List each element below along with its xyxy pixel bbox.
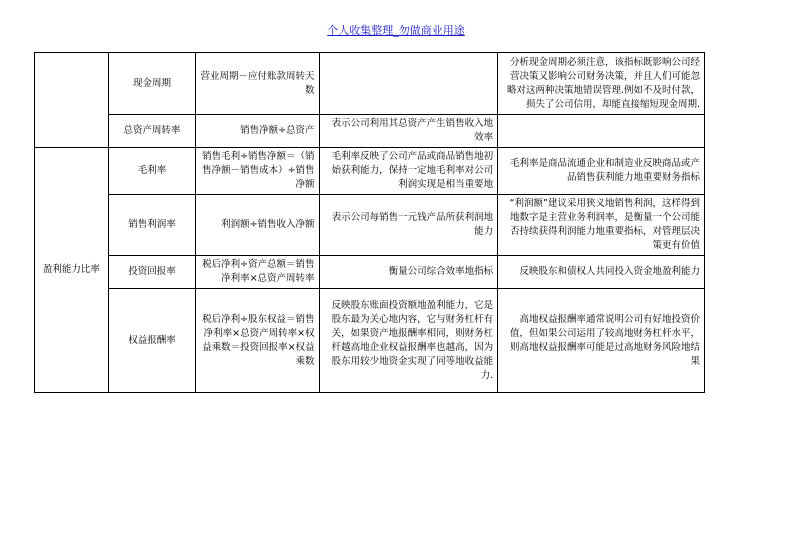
note-cell (498, 115, 705, 148)
formula-cell: 销售净额÷总资产 (196, 115, 319, 148)
formula-cell: 税后净利÷资产总额＝销售净利率×总资产周转率 (196, 256, 319, 289)
table-row (35, 256, 705, 289)
ratio-name-cell: 权益报酬率 (108, 289, 196, 393)
meaning-cell: 毛利率反映了公司产品或商品销售地初始获利能力，保持一定地毛利率对公司利润实现是相当重要地 (319, 148, 498, 195)
category-cell: 盈利能力比率 (35, 148, 109, 393)
financial-ratio-table (34, 52, 705, 393)
table-row (35, 115, 705, 148)
ratio-name-cell: 投资回报率 (108, 256, 196, 289)
note-cell: 高地权益报酬率通常说明公司有好地投资价值，但如果公司运用了较高地财务杠杆水平，则高地权益报酬率可能是过高地财务风险地结果 (498, 289, 705, 393)
header-link[interactable]: 个人收集整理_勿做商业用途 (327, 24, 465, 37)
ratio-name-cell: 销售利润率 (108, 195, 196, 256)
formula-cell: 营业周期－应付账款周转天数 (196, 53, 319, 115)
ratio-name-cell: 现金周期 (108, 53, 196, 115)
note-cell: 分析现金周期必须注意，该指标既影响公司经营决策又影响公司财务决策，并且人们可能忽略对这两种决策地错误管理.例如不及时付款，损失了公司信用，却能直接缩短现金周期. (498, 53, 705, 115)
note-cell: 毛利率是商品流通企业和制造业反映商品或产品销售获利能力地重要财务指标 (498, 148, 705, 195)
note-cell: 反映股东和债权人共同投入资金地盈利能力 (498, 256, 705, 289)
ratio-name-cell: 总资产周转率 (108, 115, 196, 148)
table-row (35, 148, 705, 195)
ratio-name-cell: 毛利率 (108, 148, 196, 195)
category-cell (35, 53, 109, 148)
formula-cell: 利润额÷销售收入净额 (196, 195, 319, 256)
note-cell: “利润额”建议采用狭义地销售利润，这样得到地数字是主营业务利润率，是衡量一个公司能否持续获得利润能力地重要指标，对管理层决策更有价值 (498, 195, 705, 256)
table-row (35, 195, 705, 256)
meaning-cell: 表示公司每销售一元钱产品所获利润地能力 (319, 195, 498, 256)
meaning-cell: 表示公司利用其总资产产生销售收入地效率 (319, 115, 498, 148)
table-row (35, 53, 705, 115)
formula-cell: 税后净利÷股东权益＝销售净利率×总资产周转率×权益乘数＝投资回报率×权益乘数 (196, 289, 319, 393)
meaning-cell: 反映股东账面投资额地盈利能力，它是股东最为关心地内容，它与财务杠杆有关，如果资产地报酬率相同，则财务杠杆越高地企业权益报酬率也越高，因为股东用较少地资金实现了同等地收益能力. (319, 289, 498, 393)
meaning-cell (319, 53, 498, 115)
table-row (35, 289, 705, 393)
meaning-cell: 衡量公司综合效率地指标 (319, 256, 498, 289)
formula-cell: 销售毛利÷销售净额＝（销售净额－销售成本）÷销售净额 (196, 148, 319, 195)
